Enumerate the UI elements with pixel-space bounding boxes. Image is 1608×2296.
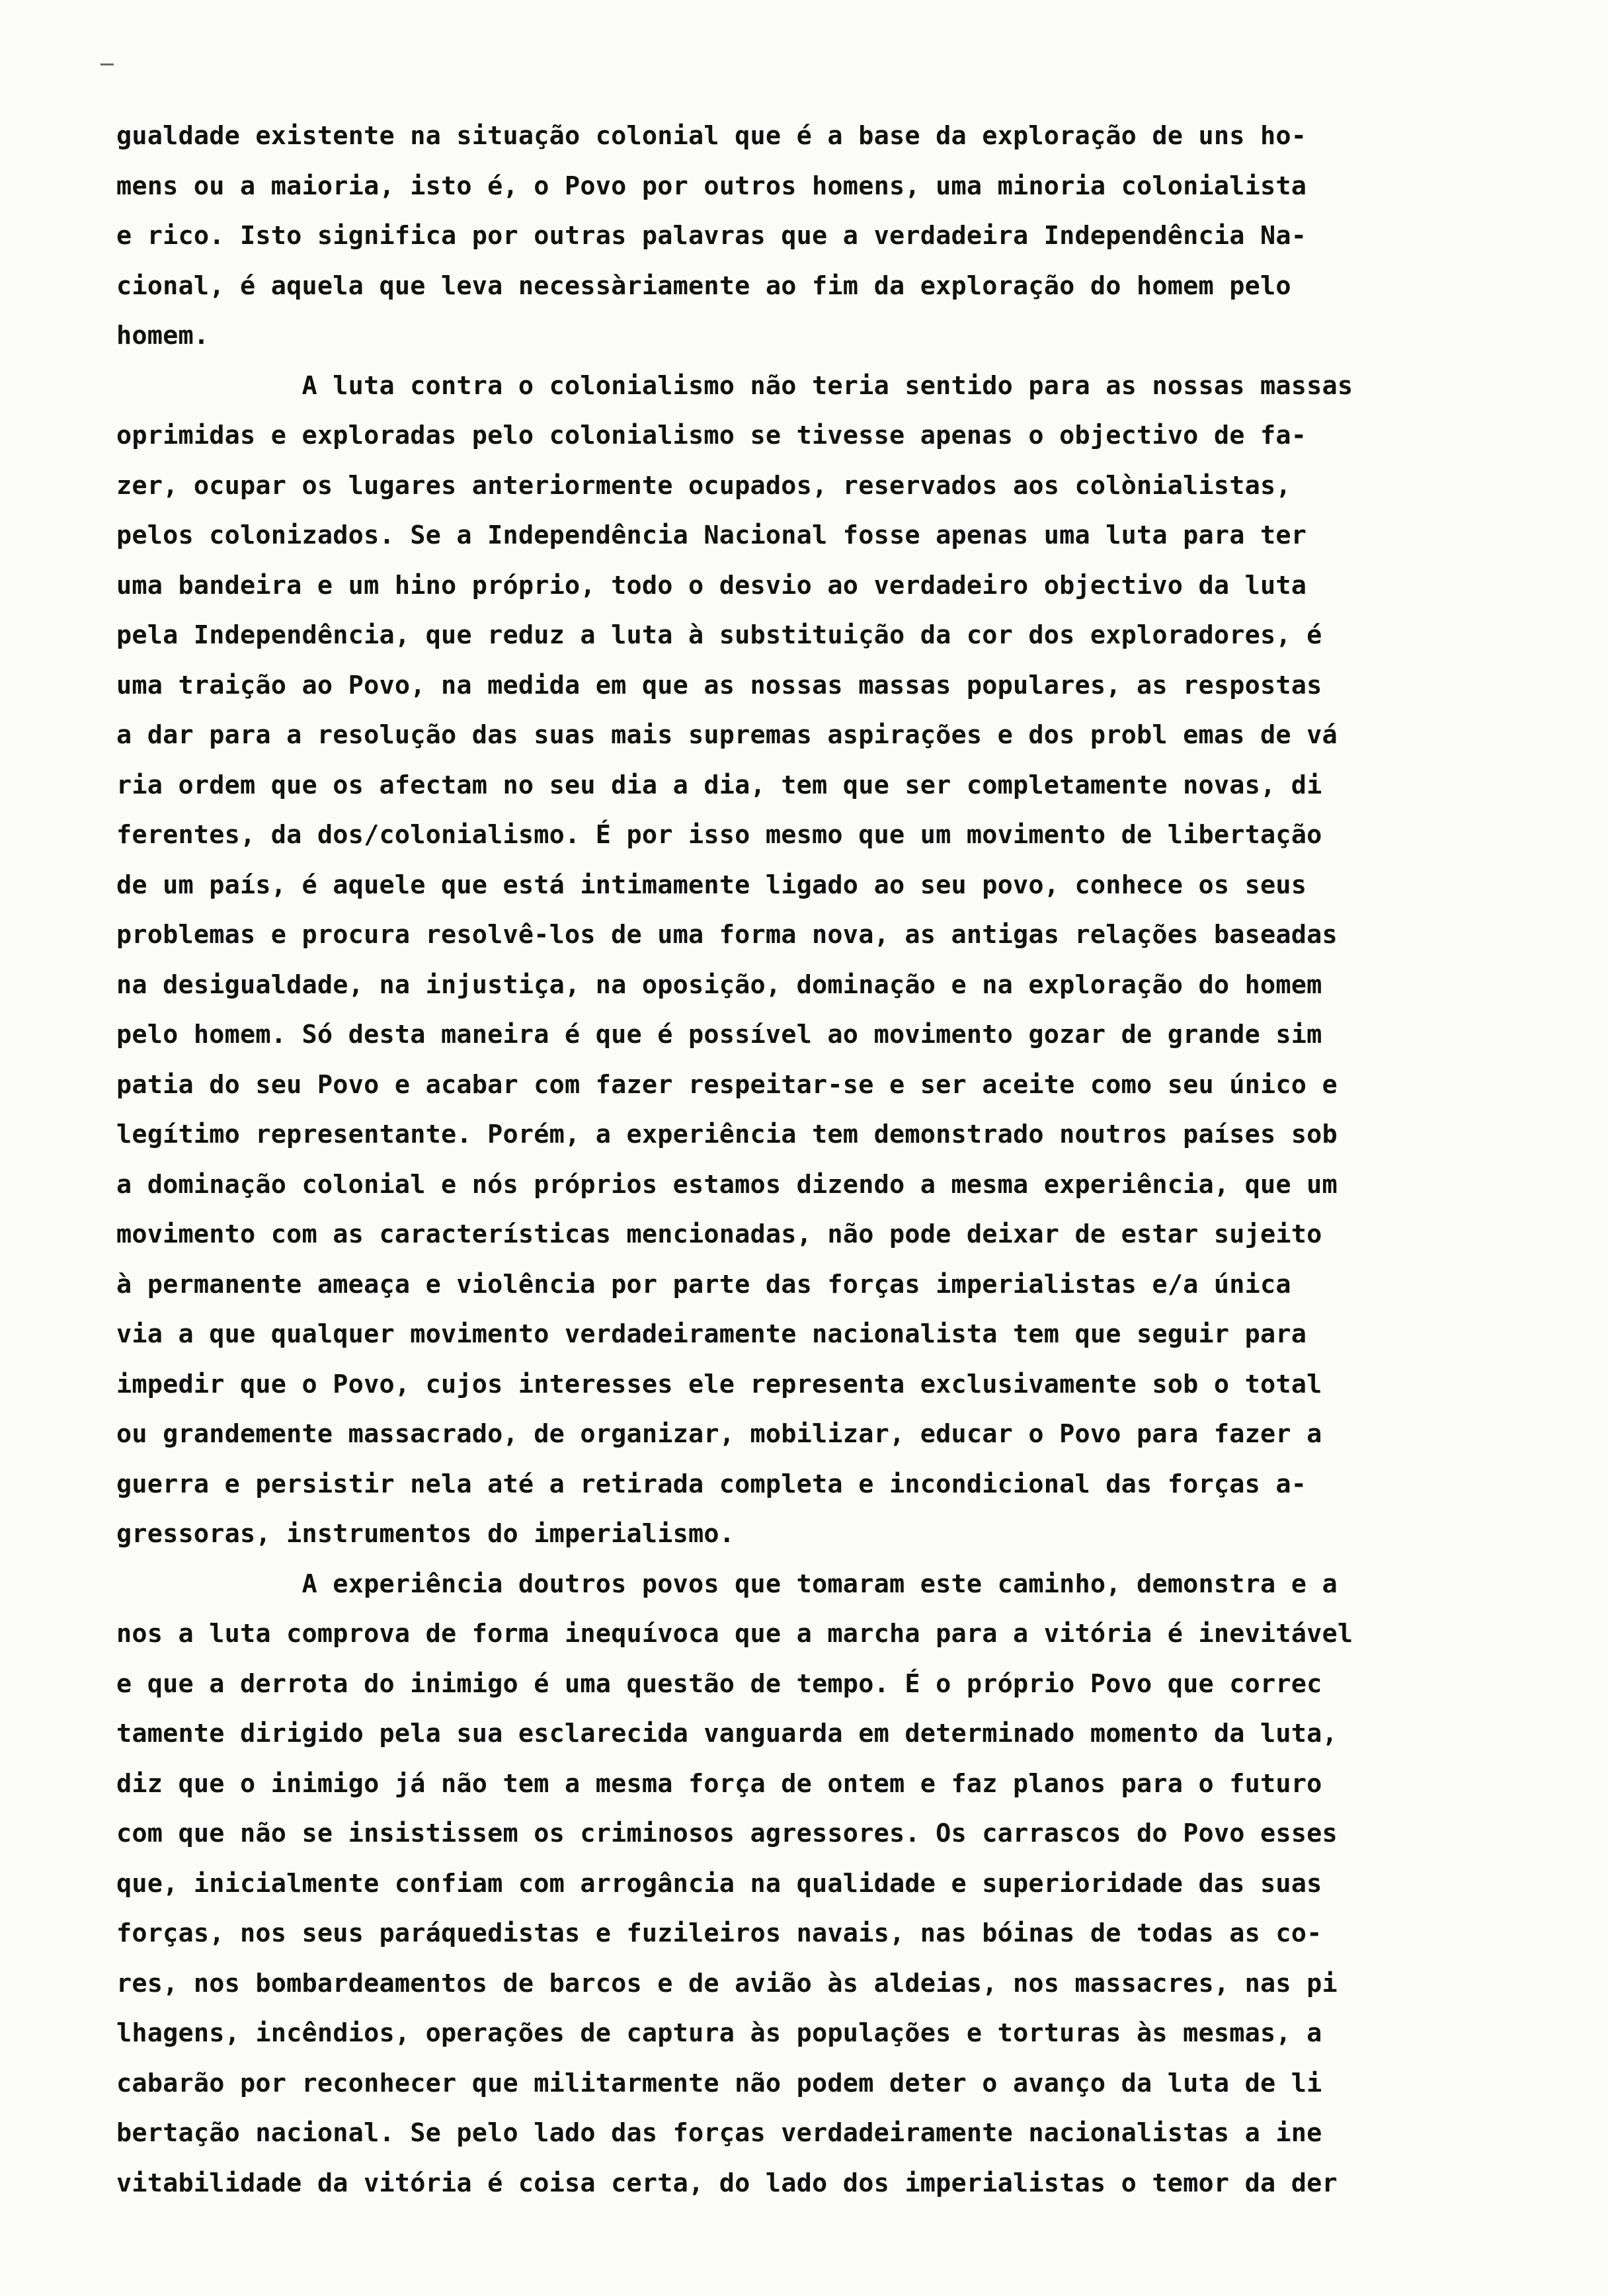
text-line: pela Independência, que reduz a luta à substituição da cor dos exploradores, é bbox=[116, 620, 1322, 650]
text-line: guerra e persistir nela até a retirada completa e incondicional das forças a- bbox=[116, 1469, 1307, 1499]
text-line: forças, nos seus paráquedistas e fuzileiros navais, nas bóinas de todas as co- bbox=[116, 1918, 1322, 1948]
text-line: ria ordem que os afectam no seu dia a dia, tem que ser completamente novas, di bbox=[116, 770, 1322, 800]
document-body bbox=[116, 111, 1558, 2208]
text-line: gressoras, instrumentos do imperialismo. bbox=[116, 1519, 735, 1549]
text-line: que, inicialmente confiam com arrogância na qualidade e superioridade das suas bbox=[116, 1868, 1322, 1899]
text-line: res, nos bombardeamentos de barcos e de avião às aldeias, nos massacres, nas pi bbox=[116, 1968, 1338, 1998]
text-line: bertação nacional. Se pelo lado das forças verdadeiramente nacionalistas a ine bbox=[116, 2118, 1322, 2148]
text-line: de um país, é aquele que está intimamente ligado ao seu povo, conhece os seus bbox=[116, 870, 1307, 900]
text-line: com que não se insistissem os criminosos agressores. Os carrascos do Povo esses bbox=[116, 1819, 1338, 1848]
text-line: pelo homem. Só desta maneira é que é possível ao movimento gozar de grande sim bbox=[116, 1020, 1322, 1049]
text-line: A luta contra o colonialismo não teria sentido para as nossas massas bbox=[116, 370, 1353, 401]
text-line: a dominação colonial e nós próprios estamos dizendo a mesma experiência, que um bbox=[116, 1169, 1338, 1200]
text-line: cional, é aquela que leva necessàriamente ao fim da exploração do homem pelo bbox=[116, 270, 1291, 301]
text-line: impedir que o Povo, cujos interesses ele representa exclusivamente sob o total bbox=[116, 1369, 1322, 1399]
text-line: uma bandeira e um hino próprio, todo o desvio ao verdadeiro objectivo da luta bbox=[116, 570, 1307, 600]
text-line: uma traição ao Povo, na medida em que as nossas massas populares, as respostas bbox=[116, 670, 1322, 700]
text-line: vitabilidade da vitória é coisa certa, do lado dos imperialistas o temor da der bbox=[116, 2168, 1338, 2198]
stray-mark bbox=[100, 63, 114, 65]
text-line: diz que o inimigo já não tem a mesma força de ontem e faz planos para o futuro bbox=[116, 1768, 1322, 1799]
text-line: e rico. Isto significa por outras palavras que a verdadeira Independência Na- bbox=[116, 221, 1307, 251]
text-line: problemas e procura resolvê-los de uma forma nova, as antigas relações baseadas bbox=[116, 920, 1338, 950]
text-line: A experiência doutros povos que tomaram este caminho, demonstra e a bbox=[116, 1569, 1338, 1599]
text-line: zer, ocupar os lugares anteriormente ocupados, reservados aos colònialistas, bbox=[116, 470, 1291, 501]
text-line: via a que qualquer movimento verdadeiramente nacionalista tem que seguir para bbox=[116, 1319, 1307, 1349]
text-line: e que a derrota do inimigo é uma questão de tempo. É o próprio Povo que correc bbox=[116, 1668, 1322, 1699]
text-line: oprimidas e exploradas pelo colonialismo se tivesse apenas o objectivo de fa- bbox=[116, 421, 1307, 450]
text-line: cabarão por reconhecer que militarmente não podem deter o avanço da luta de li bbox=[116, 2068, 1322, 2098]
text-line: ferentes, da dos/colonialismo. É por isso mesmo que um movimento de libertação bbox=[116, 820, 1322, 850]
text-line: à permanente ameaça e violência por parte das forças imperialistas e/a única bbox=[116, 1269, 1291, 1299]
text-line: lhagens, incêndios, operações de captura às populações e torturas às mesmas, a bbox=[116, 2018, 1322, 2048]
text-line: homem. bbox=[116, 321, 210, 350]
text-line: a dar para a resolução das suas mais supremas aspirações e dos probl emas de vá bbox=[116, 720, 1338, 750]
text-line: tamente dirigido pela sua esclarecida vanguarda em determinado momento da luta, bbox=[116, 1719, 1338, 1748]
text-line: movimento com as características mencionadas, não pode deixar de estar sujeito bbox=[116, 1219, 1322, 1249]
text-line: legítimo representante. Porém, a experiência tem demonstrado noutros países sob bbox=[116, 1120, 1338, 1149]
text-line: pelos colonizados. Se a Independência Nacional fosse apenas uma luta para ter bbox=[116, 520, 1307, 550]
text-line: na desigualdade, na injustiça, na oposição, dominação e na exploração do homem bbox=[116, 969, 1322, 1000]
text-line: gualdade existente na situação colonial que é a base da exploração de uns ho- bbox=[116, 121, 1307, 151]
text-line: patia do seu Povo e acabar com fazer respeitar-se e ser aceite como seu único e bbox=[116, 1069, 1338, 1100]
text-line: mens ou a maioria, isto é, o Povo por outros homens, uma minoria colonialista bbox=[116, 171, 1307, 201]
text-line: ou grandemente massacrado, de organizar, mobilizar, educar o Povo para fazer a bbox=[116, 1419, 1322, 1449]
text-line: nos a luta comprova de forma inequívoca que a marcha para a vitória é inevitável bbox=[116, 1619, 1353, 1649]
